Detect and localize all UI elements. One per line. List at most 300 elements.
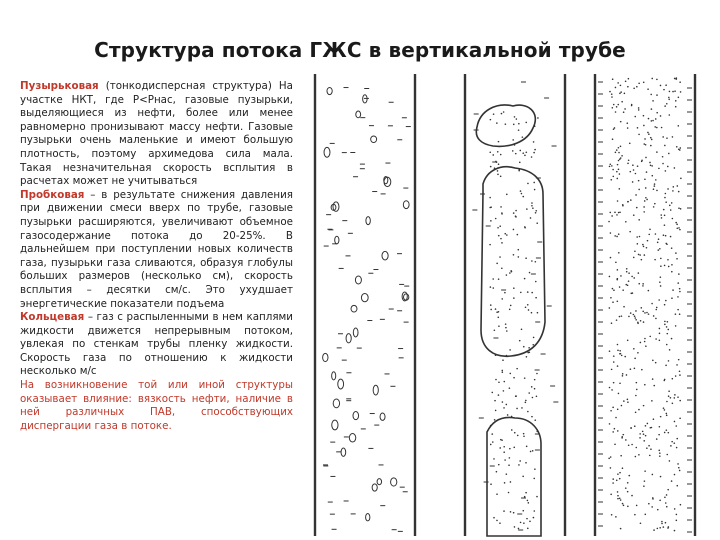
slug-dot [499, 447, 501, 449]
droplet-dot [672, 402, 674, 404]
slug-dot [532, 397, 534, 399]
droplet-dot [633, 87, 635, 89]
droplet-dot [675, 100, 677, 102]
droplet-dot [647, 88, 649, 90]
slug-dot [501, 298, 503, 300]
droplet-dot [665, 300, 667, 302]
slug-dot [513, 512, 515, 514]
droplet-dot [611, 369, 613, 371]
droplet-dot [659, 452, 661, 454]
slug-dot [534, 388, 536, 390]
droplet-dot [662, 136, 664, 138]
droplet-dot [620, 91, 622, 93]
droplet-dot [614, 443, 616, 445]
droplet-dot [645, 345, 647, 347]
droplet-dot [610, 297, 612, 299]
slug-dot [495, 379, 497, 381]
gas-slug [487, 418, 541, 536]
droplet-dot [619, 382, 621, 384]
slug-dot [499, 256, 501, 258]
slug-dot [522, 196, 524, 198]
droplet-dot [612, 78, 614, 80]
gas-bubble [353, 328, 358, 337]
droplet-dot [610, 179, 612, 181]
droplet-dot [617, 82, 619, 84]
droplet-dot [660, 214, 662, 216]
droplet-dot [624, 108, 626, 110]
droplet-dot [655, 179, 657, 181]
slug-dot [503, 451, 505, 453]
slug-dot [503, 510, 505, 512]
droplet-dot [674, 508, 676, 510]
slug-dot [500, 154, 502, 156]
droplet-dot [657, 249, 659, 251]
slug-dot [501, 370, 503, 372]
droplet-dot [628, 444, 630, 446]
droplet-dot [653, 385, 655, 387]
droplet-dot [623, 400, 625, 402]
slug-dot [522, 476, 524, 478]
slug-dot [510, 305, 512, 307]
slug-dot [525, 462, 527, 464]
slug-dot [494, 419, 496, 421]
droplet-dot [617, 365, 619, 367]
droplet-dot [611, 215, 613, 217]
droplet-dot [644, 138, 646, 140]
droplet-dot [656, 190, 658, 192]
droplet-dot [651, 303, 653, 305]
slug-dot [498, 141, 500, 143]
slug-dot [524, 278, 526, 280]
slug-dot [522, 510, 524, 512]
droplet-dot [620, 146, 622, 148]
droplet-dot [666, 506, 668, 508]
droplet-dot [651, 400, 653, 402]
droplet-dot [669, 205, 671, 207]
droplet-dot [639, 236, 641, 238]
droplet-dot [648, 290, 650, 292]
droplet-dot [674, 421, 676, 423]
droplet-dot [661, 521, 663, 523]
droplet-dot [623, 306, 625, 308]
slug-dot [498, 381, 500, 383]
droplet-dot [618, 393, 620, 395]
droplet-dot [675, 313, 677, 315]
gas-bubble [349, 434, 355, 442]
droplet-dot [616, 171, 618, 173]
droplet-dot [625, 487, 627, 489]
droplet-dot [651, 165, 653, 167]
droplet-dot [677, 125, 679, 127]
droplet-dot [634, 315, 636, 317]
slug-dot [532, 207, 534, 209]
gas-bubble [382, 251, 388, 260]
text-annular: – газ с распыленными в нем каплями жидкости движется непрерывным потоком, увлекая по стенкам трубы пленку жидкости. Скорость газа по отношению к жидкости несколько м/с [20, 311, 293, 378]
term-annular: Кольцевая [20, 311, 85, 324]
droplet-dot [617, 473, 619, 475]
droplet-dot [669, 349, 671, 351]
slug-dot [495, 308, 497, 310]
droplet-dot [670, 209, 672, 211]
droplet-dot [664, 409, 666, 411]
droplet-dot [609, 387, 611, 389]
droplet-dot [617, 344, 619, 346]
droplet-dot [636, 389, 638, 391]
droplet-dot [619, 478, 621, 480]
gas-bubble [351, 305, 357, 312]
droplet-dot [660, 476, 662, 478]
droplet-dot [647, 240, 649, 242]
slug-dot [514, 144, 516, 146]
droplet-dot [610, 493, 612, 495]
droplet-dot [613, 104, 615, 106]
droplet-dot [635, 395, 637, 397]
droplet-dot [621, 101, 623, 103]
slug-dot [490, 309, 492, 311]
droplet-dot [645, 157, 647, 159]
droplet-dot [678, 359, 680, 361]
droplet-dot [649, 336, 651, 338]
droplet-dot [675, 222, 677, 224]
droplet-dot [657, 242, 659, 244]
droplet-dot [642, 283, 644, 285]
droplet-dot [609, 91, 611, 93]
droplet-dot [649, 228, 651, 230]
slug-dot [515, 395, 517, 397]
droplet-dot [629, 171, 631, 173]
slug-dot [518, 528, 520, 530]
droplet-dot [644, 200, 646, 202]
droplet-dot [658, 450, 660, 452]
droplet-dot [627, 201, 629, 203]
droplet-dot [671, 271, 673, 273]
droplet-dot [661, 217, 663, 219]
droplet-dot [638, 219, 640, 221]
droplet-dot [612, 169, 614, 171]
droplet-dot [638, 82, 640, 84]
slug-dot [524, 226, 526, 228]
slug-dot [500, 206, 502, 208]
slug-dot [531, 205, 533, 207]
slug-dot [527, 500, 529, 502]
slug-dot [526, 356, 528, 358]
droplet-dot [678, 191, 680, 193]
slug-dot [497, 151, 499, 153]
slug-dot [523, 435, 525, 437]
droplet-dot [627, 127, 629, 129]
droplet-dot [665, 193, 667, 195]
droplet-dot [675, 252, 677, 254]
droplet-dot [643, 115, 645, 117]
droplet-dot [637, 243, 639, 245]
droplet-dot [664, 265, 666, 267]
droplet-dot [674, 78, 676, 80]
slug-dot [509, 373, 511, 375]
droplet-dot [666, 326, 668, 328]
droplet-dot [628, 280, 630, 282]
droplet-dot [657, 528, 659, 530]
droplet-dot [609, 212, 611, 214]
slug-dot [518, 464, 520, 466]
droplet-dot [617, 104, 619, 106]
droplet-dot [620, 85, 622, 87]
slug-dot [509, 349, 511, 351]
droplet-dot [615, 111, 617, 113]
droplet-dot [660, 115, 662, 117]
droplet-dot [648, 234, 650, 236]
slug-dot [531, 202, 533, 204]
droplet-dot [635, 194, 637, 196]
slug-dot [515, 216, 517, 218]
slug-dot [523, 433, 525, 435]
droplet-dot [613, 355, 615, 357]
slug-dot [489, 197, 491, 199]
droplet-dot [610, 257, 612, 259]
slug-dot [496, 263, 498, 265]
slug-dot [490, 483, 492, 485]
slug-dot [505, 123, 507, 125]
slug-dot [496, 122, 498, 124]
droplet-dot [659, 426, 661, 428]
droplet-dot [650, 448, 652, 450]
droplet-dot [675, 425, 677, 427]
droplet-dot [666, 413, 668, 415]
droplet-dot [651, 120, 653, 122]
droplet-dot [651, 139, 653, 141]
droplet-dot [676, 77, 678, 79]
droplet-dot [613, 128, 615, 130]
slug-dot [535, 210, 537, 212]
gas-bubble [332, 372, 336, 380]
droplet-dot [620, 353, 622, 355]
droplet-dot [633, 169, 635, 171]
droplet-dot [665, 201, 667, 203]
droplet-dot [622, 375, 624, 377]
droplet-dot [680, 504, 682, 506]
droplet-dot [665, 365, 667, 367]
droplet-dot [674, 167, 676, 169]
gas-bubble [346, 334, 351, 343]
droplet-dot [626, 268, 628, 270]
slug-dot [490, 220, 492, 222]
gas-bubble [356, 111, 361, 118]
droplet-dot [672, 91, 674, 93]
slug-dot [517, 435, 519, 437]
slug-dot [535, 261, 537, 263]
slug-dot [534, 149, 536, 151]
droplet-dot [662, 156, 664, 158]
droplet-dot [679, 291, 681, 293]
droplet-dot [676, 258, 678, 260]
droplet-dot [656, 79, 658, 81]
slug-dot [506, 194, 508, 196]
droplet-dot [638, 454, 640, 456]
pipe-walls [315, 74, 695, 536]
droplet-dot [670, 236, 672, 238]
droplet-dot [659, 499, 661, 501]
slug-dot [536, 395, 538, 397]
term-bubble: Пузырьковая [20, 80, 99, 92]
droplet-dot [679, 400, 681, 402]
droplet-dot [656, 151, 658, 153]
droplet-dot [668, 432, 670, 434]
slug-dot [494, 329, 496, 331]
slug-dot [534, 379, 536, 381]
slug-dot [528, 392, 530, 394]
slug-dot [525, 492, 527, 494]
droplet-dot [642, 244, 644, 246]
slug-dot [498, 394, 500, 396]
droplet-dot [635, 411, 637, 413]
slug-dot [525, 257, 527, 259]
slug-dot [526, 446, 528, 448]
droplet-dot [671, 480, 673, 482]
paragraph-bubble [20, 80, 293, 189]
droplet-dot [676, 364, 678, 366]
slug-dot [503, 390, 505, 392]
droplet-dot [680, 178, 682, 180]
slug-dot [515, 210, 517, 212]
droplet-dot [628, 316, 630, 318]
droplet-dot [634, 317, 636, 319]
droplet-dot [643, 81, 645, 83]
droplet-dot [621, 355, 623, 357]
droplet-dot [648, 445, 650, 447]
slug-dot [501, 213, 503, 215]
droplet-dot [629, 142, 631, 144]
droplet-dot [644, 254, 646, 256]
slide-title: Структура потока ГЖС в вертикальной трубе [94, 38, 626, 62]
droplet-dot [661, 127, 663, 129]
droplet-dot [644, 341, 646, 343]
droplet-dot [673, 186, 675, 188]
droplet-dot [636, 86, 638, 88]
droplet-dot [668, 153, 670, 155]
droplet-dot [675, 106, 677, 108]
slug-dot [496, 471, 498, 473]
slug-dot [493, 458, 495, 460]
slug-dot [490, 444, 492, 446]
slug-dot [506, 473, 508, 475]
droplet-dot [652, 474, 654, 476]
slug-dot [499, 522, 501, 524]
droplet-dot [679, 370, 681, 372]
droplet-dot [639, 433, 641, 435]
droplet-dot [648, 133, 650, 135]
slug-dot [519, 150, 521, 152]
droplet-dot [656, 127, 658, 129]
droplet-dot [643, 405, 645, 407]
gas-bubble [380, 413, 385, 420]
slug-dot [536, 431, 538, 433]
droplet-dot [636, 236, 638, 238]
slug-dot [532, 450, 534, 452]
droplet-dot [676, 227, 678, 229]
droplet-dot [620, 499, 622, 501]
droplet-dot [609, 423, 611, 425]
slug-dot [502, 371, 504, 373]
droplet-dot [664, 145, 666, 147]
flow-structure-drawing [305, 72, 705, 538]
droplet-dot [622, 467, 624, 469]
droplet-dot [627, 86, 629, 88]
droplet-dot [651, 175, 653, 177]
slug-dot [508, 492, 510, 494]
droplet-dot [637, 352, 639, 354]
droplet-dot [659, 527, 661, 529]
slug-dot [522, 136, 524, 138]
droplet-dot [610, 232, 612, 234]
droplet-dot [617, 430, 619, 432]
slug-dot [506, 274, 508, 276]
droplet-dot [677, 185, 679, 187]
gas-bubble [323, 353, 328, 361]
droplet-dot [647, 423, 649, 425]
droplet-dot [671, 338, 673, 340]
droplet-dot [614, 428, 616, 430]
droplet-dot [679, 229, 681, 231]
slug-dot [518, 129, 520, 131]
droplet-dot [654, 259, 656, 261]
droplet-dot [613, 289, 615, 291]
droplet-dot [677, 309, 679, 311]
droplet-dot [674, 394, 676, 396]
droplet-dot [638, 109, 640, 111]
droplet-dot [671, 297, 673, 299]
droplet-dot [665, 502, 667, 504]
droplet-dot [610, 456, 612, 458]
slug-dot [503, 111, 505, 113]
droplet-dot [638, 134, 640, 136]
slug-dot [510, 481, 512, 483]
slug-dot [524, 377, 526, 379]
droplet-dot [655, 233, 657, 235]
droplet-dot [617, 278, 619, 280]
droplet-dot [632, 292, 634, 294]
slug-dot [500, 238, 502, 240]
slug-dot [528, 502, 530, 504]
droplet-dot [627, 163, 629, 165]
slug-dot [535, 212, 537, 214]
droplet-dot [678, 207, 680, 209]
droplet-dot [622, 204, 624, 206]
droplet-dot [625, 439, 627, 441]
droplet-dot [613, 361, 615, 363]
slug-dot [533, 337, 535, 339]
droplet-dot [618, 152, 620, 154]
droplet-dot [672, 378, 674, 380]
droplet-dot [664, 304, 666, 306]
droplet-dot [621, 155, 623, 157]
droplet-dot [668, 99, 670, 101]
slug-dot [536, 222, 538, 224]
slug-dot [491, 392, 493, 394]
droplet-dot [616, 106, 618, 108]
droplet-dot [659, 455, 661, 457]
droplet-dot [664, 197, 666, 199]
droplet-dot [619, 188, 621, 190]
slug-dot [503, 446, 505, 448]
paragraph-slug [20, 189, 293, 311]
droplet-dot [663, 380, 665, 382]
slug-dot [529, 272, 531, 274]
droplet-dot [664, 224, 666, 226]
slug-dot [527, 528, 529, 530]
droplet-dot [678, 273, 680, 275]
droplet-dot [672, 218, 674, 220]
slug-dot [518, 256, 520, 258]
slug-dot [509, 448, 511, 450]
